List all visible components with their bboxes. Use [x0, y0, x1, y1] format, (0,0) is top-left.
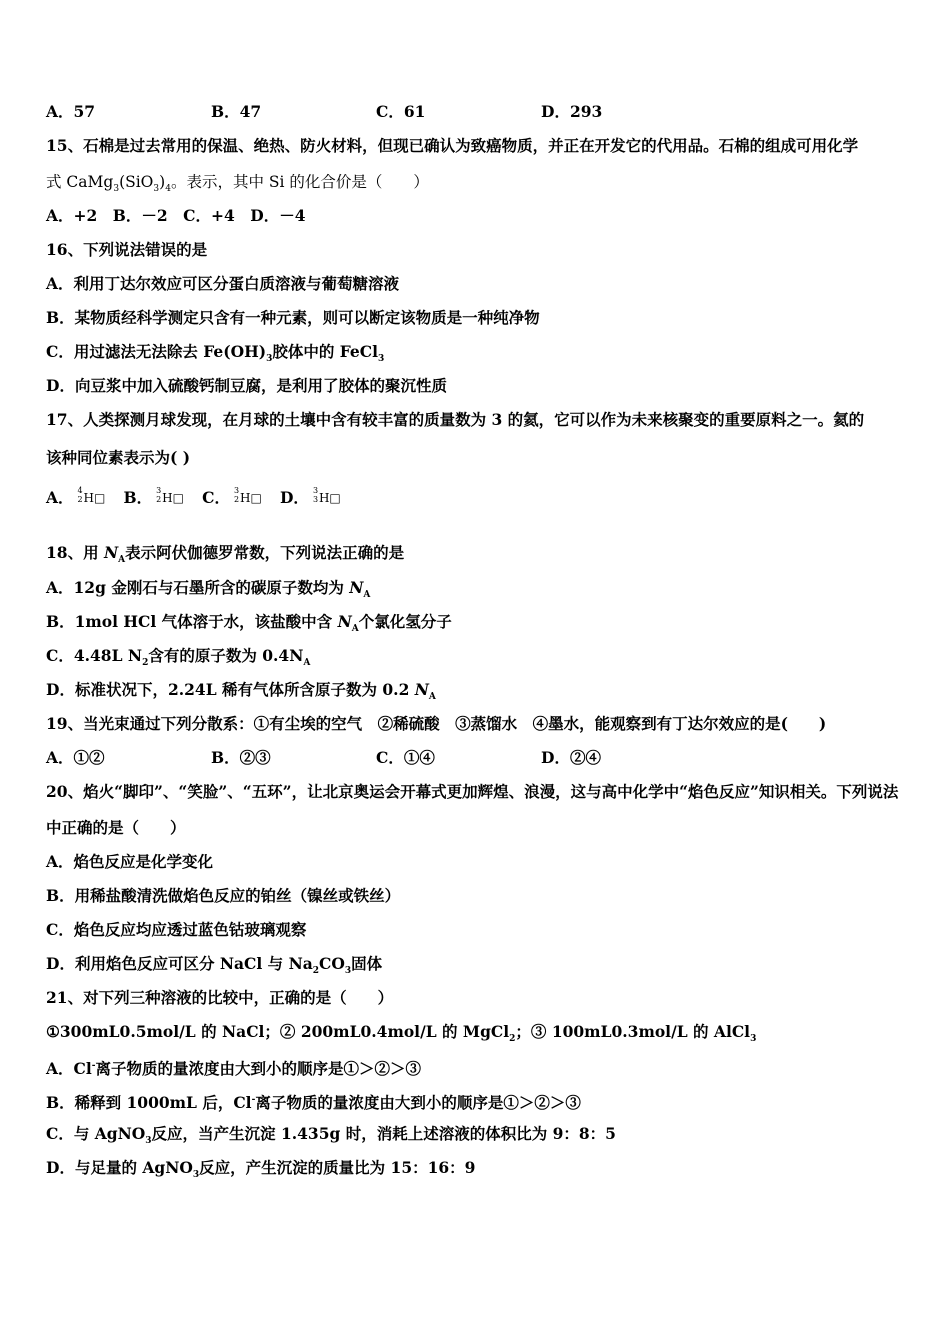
q17-option-b-label: B． — [123, 488, 153, 507]
q21-d-pre: D．与足量的 AgNO — [46, 1158, 193, 1177]
q21-solutions-mid: ；③ 100mL0.3mol/L 的 AlCl — [515, 1022, 751, 1041]
q21-c-post: 反应，当产生沉淀 1.435g 时，消耗上述溶液的体积比为 9：8：5 — [151, 1124, 616, 1143]
q15-formula-mid: (SiO — [119, 173, 154, 191]
q17-option-d-label: D． — [279, 488, 309, 507]
q16-c-mid: 胶体中的 FeCl — [272, 342, 378, 361]
q20-d-sub: 2 — [312, 966, 320, 977]
na-sub: A — [351, 624, 359, 635]
q20-d-mid: CO — [319, 954, 345, 973]
q15-options: A．+2 B．－2 C．+4 D．－4 — [46, 206, 306, 225]
q15-formula-post: 。表示，其中 Si 的化合价是（ ） — [170, 173, 429, 191]
q16-option-b: B．某物质经科学测定只含有一种元素，则可以断定该物质是一种纯净物 — [46, 308, 540, 327]
q19-option-a: A．①② — [46, 748, 105, 767]
na-symbol: N — [103, 543, 119, 562]
q16-option-d: D．向豆浆中加入硫酸钙制豆腐，是利用了胶体的聚沉性质 — [46, 376, 447, 395]
q16-c-sub2: 3 — [377, 354, 385, 365]
q20-d-post: 固体 — [351, 954, 383, 973]
q21-option-c — [46, 1123, 916, 1152]
q19-stem: 19、当光束通过下列分散系：①有尘埃的空气 ②稀硫酸 ③蒸馏水 ④墨水，能观察到有丁达尔效应的是( ) — [46, 714, 827, 733]
q18-stem — [46, 542, 916, 571]
q15-sub3: 4 — [165, 184, 171, 195]
q21-option-d — [46, 1157, 916, 1186]
na-symbol: N — [337, 612, 352, 631]
q20-option-c: C．焰色反应均应透过蓝色钴玻璃观察 — [46, 920, 307, 939]
q21-solutions-sub2: 3 — [750, 1034, 757, 1045]
q16-c-pre: C．用过滤法无法除去 Fe(OH) — [46, 342, 267, 361]
q15-stem-line1: 15、石棉是过去常用的保温、绝热、防火材料，但现已确认为致癌物质，并正在开发它的代用品。石棉的组成可用化学 — [46, 136, 859, 155]
q20-option-d — [46, 953, 916, 982]
q18-b-post: 个氯化氢分子 — [358, 612, 452, 631]
q15-formula-pre: 式 CaMg — [46, 173, 114, 191]
q17-option-a-isotope — [78, 487, 112, 509]
q21-option-a — [46, 1055, 916, 1080]
q19-option-b: B．②③ — [211, 748, 271, 767]
q15-sub1: 3 — [113, 184, 120, 195]
na-sub: A — [428, 692, 436, 703]
q14-option-b: B．47 — [211, 102, 262, 121]
q18-d-pre: D．标准状况下，2.24L 稀有气体所含原子数为 0.2 — [46, 680, 415, 699]
q21-d-post: 反应，产生沉淀的质量比为 15：16：9 — [199, 1158, 476, 1177]
q20-d-pre: D．利用焰色反应可区分 NaCl 与 Na — [46, 954, 313, 973]
q16-stem: 16、下列说法错误的是 — [46, 240, 208, 259]
q18-c-sub2: A — [303, 658, 311, 669]
q21-option-b — [46, 1089, 916, 1114]
atomic-number: 2 — [156, 495, 162, 504]
q18-c-mid: 含有的原子数为 0.4N — [148, 646, 304, 665]
q17-stem-line1: 17、人类探测月球发现，在月球的土壤中含有较丰富的质量数为 3 的氦，它可以作为未来核聚变的重要原料之一。氦的 — [46, 410, 865, 429]
na-symbol: N — [414, 680, 429, 699]
q15-formula-mid2: ) — [159, 173, 166, 191]
q19-option-d: D．②④ — [541, 748, 601, 767]
q21-solutions — [46, 1021, 916, 1050]
q20-option-b: B．用稀盐酸清洗做焰色反应的铂丝（镍丝或铁丝） — [46, 886, 401, 905]
q18-c-sub: 2 — [142, 658, 149, 669]
q20-stem-line2: 中正确的是（ ） — [46, 818, 186, 837]
q21-d-sub: 3 — [192, 1170, 200, 1181]
mass-number: 3 — [156, 486, 162, 495]
q17-option-c-isotope — [234, 487, 268, 509]
q19-option-c: C．①④ — [376, 748, 435, 767]
q14-options — [46, 101, 916, 123]
q18-stem-pre: 18、用 — [46, 543, 104, 562]
element-symbol: H□ — [239, 491, 262, 505]
q18-option-d — [46, 679, 916, 708]
q18-option-a — [46, 577, 916, 606]
q14-option-d: D．293 — [541, 102, 603, 121]
q21-b-sup: - — [251, 1095, 256, 1105]
element-symbol: H□ — [83, 491, 106, 505]
q16-option-a: A．利用丁达尔效应可区分蛋白质溶液与葡萄糖溶液 — [46, 274, 400, 293]
q18-b-pre: B．1mol HCl 气体溶于水，该盐酸中含 — [46, 612, 338, 631]
mass-number: 3 — [233, 486, 240, 495]
q20-option-a: A．焰色反应是化学变化 — [46, 852, 214, 871]
q21-b-post: 离子物质的量浓度由大到小的顺序是①＞②＞③ — [255, 1093, 581, 1113]
atomic-number: 3 — [312, 495, 319, 504]
q21-a-sup: - — [91, 1061, 96, 1071]
q20-stem-line1: 20、焰火“脚印”、“笑脸”、“五环”，让北京奥运会开幕式更加辉煌、浪漫，这与高中化学中“焰色反应”知识相关。下列说法 — [46, 782, 899, 801]
q21-solutions-sub: 2 — [509, 1034, 516, 1045]
q17-stem-line2: 该种同位素表示为( ) — [46, 448, 191, 467]
q18-stem-post: 表示阿伏伽德罗常数，下列说法正确的是 — [125, 543, 405, 562]
q21-stem: 21、对下列三种溶液的比较中，正确的是（ ） — [46, 988, 394, 1007]
q18-option-c — [46, 645, 916, 674]
mass-number: 3 — [312, 486, 319, 495]
q20-d-sub2: 3 — [344, 966, 352, 977]
q14-option-a: A．57 — [46, 102, 96, 121]
q21-solutions-pre: ①300mL0.5mol/L 的 NaCl；② 200mL0.4mol/L 的 MgCl — [46, 1022, 510, 1041]
q14-option-c: C．61 — [376, 102, 426, 121]
atomic-number: 2 — [233, 495, 240, 504]
q17-options — [46, 487, 916, 509]
q19-options — [46, 747, 916, 769]
q17-option-b-isotope — [156, 487, 190, 509]
q21-a-pre: A．Cl — [46, 1059, 92, 1079]
q15-stem-line2 — [46, 171, 916, 200]
q18-option-b — [46, 611, 916, 640]
q18-a-pre: A．12g 金刚石与石墨所含的碳原子数均为 — [46, 578, 350, 597]
element-symbol: H□ — [318, 491, 341, 505]
q16-option-c — [46, 341, 916, 370]
q17-option-a-label: A． — [46, 488, 74, 507]
q21-b-pre: B．稀释到 1000mL 后，Cl — [46, 1093, 252, 1113]
na-sub: A — [118, 555, 126, 566]
q15-sub2: 3 — [153, 184, 160, 195]
q16-c-sub: 3 — [266, 354, 273, 365]
q21-c-pre: C．与 AgNO — [46, 1124, 146, 1143]
q21-a-post: 离子物质的量浓度由大到小的顺序是①＞②＞③ — [95, 1059, 422, 1079]
q17-option-d-isotope — [313, 487, 347, 509]
na-sub: A — [363, 590, 371, 601]
q21-c-sub: 3 — [145, 1136, 152, 1147]
na-symbol: N — [349, 578, 364, 597]
mass-number: 4 — [77, 486, 83, 495]
atomic-number: 2 — [77, 495, 83, 504]
q18-c-pre: C．4.48L N — [46, 646, 143, 665]
element-symbol: H□ — [162, 491, 184, 505]
q17-option-c-label: C． — [202, 488, 230, 507]
